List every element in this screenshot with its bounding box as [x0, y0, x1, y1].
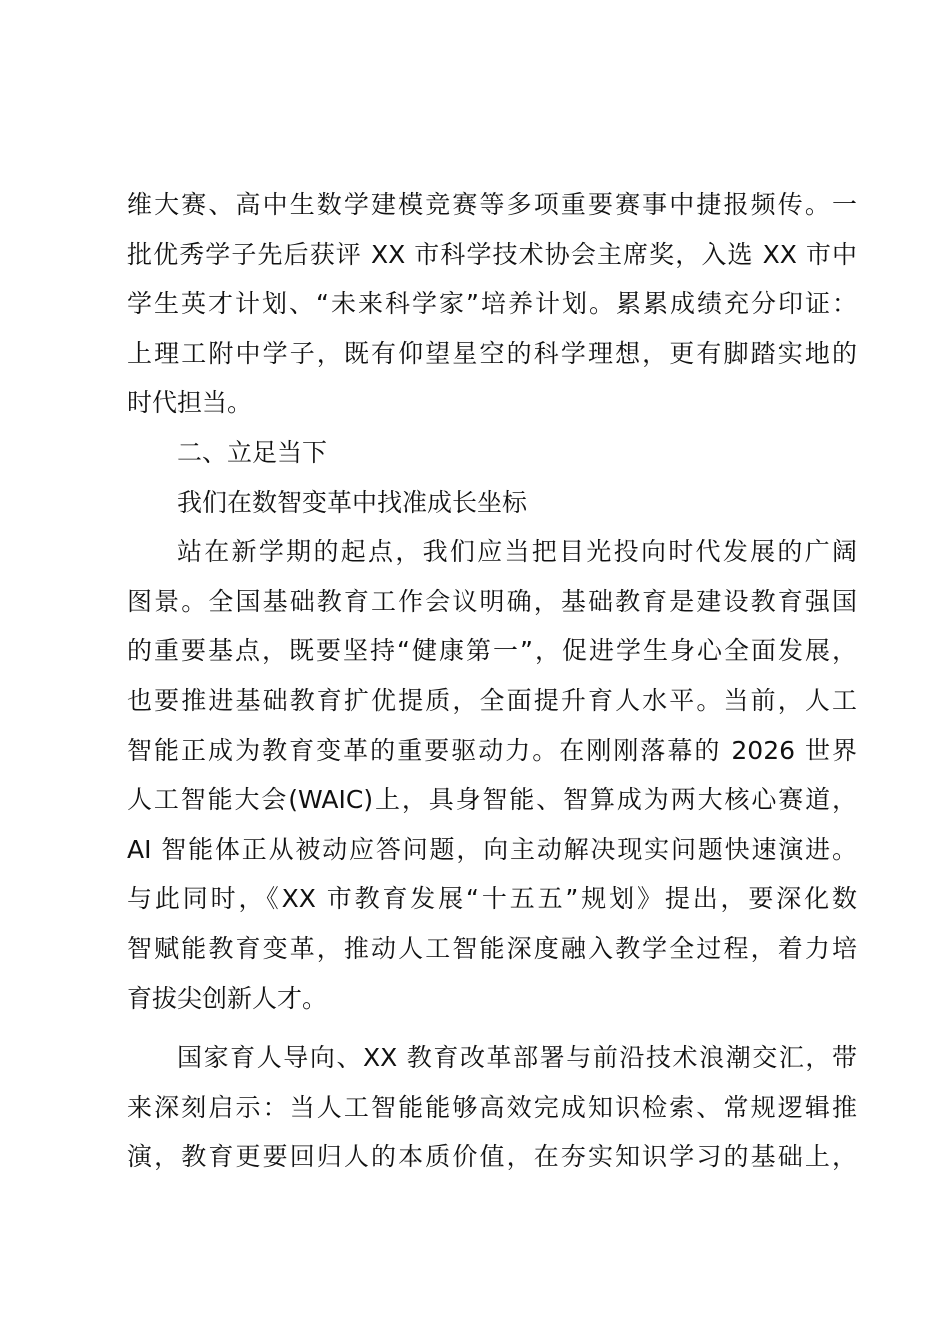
- paragraph-gap: [127, 1023, 857, 1033]
- text-line: AI 智能体正从被动应答问题，向主动解决现实问题快速演进。: [127, 834, 857, 864]
- text-line: 演，教育更要回归人的本质价值，在夯实知识学习的基础上，: [127, 1142, 857, 1172]
- text-line: 的重要基点，既要坚持“健康第一”，促进学生身心全面发展，: [127, 636, 857, 666]
- section-heading: [127, 428, 857, 478]
- text-line: 人工智能大会(WAIC)上，具身智能、智算成为两大核心赛道，: [127, 785, 857, 815]
- text-line: 图景。全国基础教育工作会议明确，基础教育是建设教育强国: [127, 586, 857, 616]
- text-line: 维大赛、高中生数学建模竞赛等多项重要赛事中捷报频传。一: [127, 190, 857, 219]
- text-line: 来深刻启示：当人工智能能够高效完成知识检索、常规逻辑推: [127, 1092, 857, 1122]
- section-subheading: [127, 478, 857, 528]
- text-line: 国家育人导向、XX 教育改革部署与前沿技术浪潮交汇，带: [177, 1043, 857, 1073]
- section-subheading-text: 我们在数智变革中找准成长坐标: [177, 487, 528, 517]
- text-line: 也要推进基础教育扩优提质，全面提升育人水平。当前，人工: [127, 685, 857, 715]
- text-line: 站在新学期的起点，我们应当把目光投向时代发展的广阔: [177, 537, 857, 567]
- text-line: 智能正成为教育变革的重要驱动力。在刚刚落幕的 2026 世界: [127, 735, 857, 765]
- document-body: [127, 180, 857, 1182]
- section-heading-text: 二、立足当下: [177, 437, 328, 467]
- text-line: 与此同时，《XX 市教育发展“十五五”规划》提出，要深化数: [127, 884, 857, 914]
- paragraph: [127, 527, 857, 1023]
- text-line: 批优秀学子先后获评 XX 市科学技术协会主席奖，入选 XX 市中: [127, 239, 857, 269]
- text-line: 育拔尖创新人才。: [127, 983, 328, 1013]
- text-line: 时代担当。: [127, 388, 253, 418]
- text-line: 学生英才计划、“未来科学家”培养计划。累累成绩充分印证：: [127, 289, 857, 319]
- text-line: 上理工附中学子，既有仰望星空的科学理想，更有脚踏实地的: [127, 338, 857, 368]
- paragraph: [127, 1033, 857, 1182]
- paragraph-continuation: [127, 180, 857, 428]
- text-line: 智赋能教育变革，推动人工智能深度融入教学全过程，着力培: [127, 933, 857, 963]
